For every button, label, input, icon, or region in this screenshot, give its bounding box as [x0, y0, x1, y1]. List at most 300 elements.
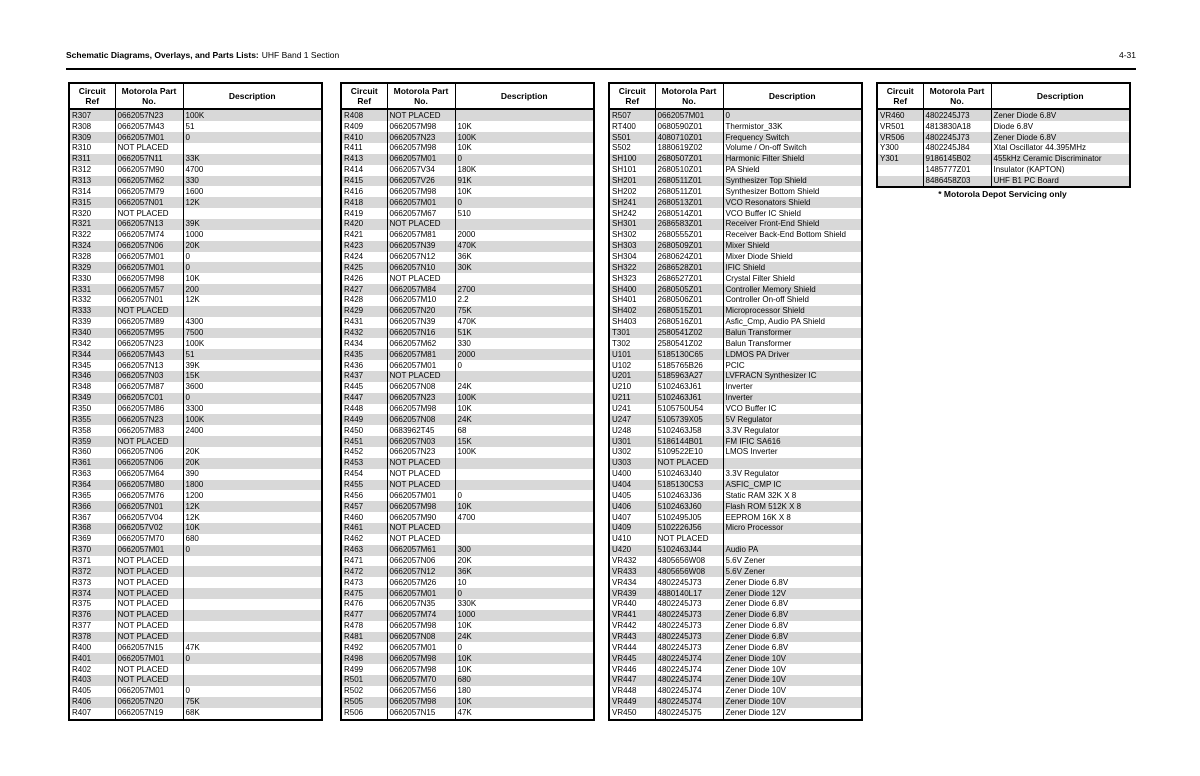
cell-part-no: 0662057N01: [115, 197, 183, 208]
cell-description: 180: [455, 686, 594, 697]
table-row: [69, 675, 322, 686]
cell-description: 39K: [183, 219, 322, 230]
cell-description: [455, 219, 594, 230]
column-header-circuit-ref: Circuit Ref: [69, 83, 115, 109]
page-title: [66, 50, 339, 60]
cell-description: 20K: [183, 447, 322, 458]
cell-description: 680: [455, 675, 594, 686]
cell-part-no: NOT PLACED: [387, 523, 455, 534]
cell-description: LDMOS PA Driver: [723, 349, 862, 360]
table-row: [69, 577, 322, 588]
table-row: [609, 501, 862, 512]
table-row: [69, 708, 322, 720]
cell-circuit-ref: U210: [612, 382, 632, 392]
cell-part-no: 0662057M67: [387, 208, 455, 219]
table-row: [69, 197, 322, 208]
cell-description: Zener Diode 6.8V: [723, 642, 862, 653]
cell-circuit-ref: Y300: [880, 143, 899, 153]
cell-circuit-ref: VR443: [612, 632, 637, 642]
table-row: [341, 284, 594, 295]
cell-description: 10K: [183, 273, 322, 284]
cell-part-no: 4802245J73: [655, 632, 723, 643]
table-row: [609, 176, 862, 187]
cell-description: [183, 306, 322, 317]
cell-circuit-ref: R314: [72, 186, 92, 196]
cell-part-no: 0662057N08: [387, 632, 455, 643]
cell-circuit-ref: U101: [612, 349, 632, 359]
cell-description: 2000: [455, 349, 594, 360]
table-row: [341, 675, 594, 686]
cell-part-no: 2686527Z01: [655, 273, 723, 284]
cell-description: Balun Transformer: [723, 328, 862, 339]
cell-circuit-ref: R310: [72, 143, 92, 153]
table-row: [341, 328, 594, 339]
cell-circuit-ref: R370: [72, 545, 92, 555]
table-row: [609, 306, 862, 317]
table-row: [341, 393, 594, 404]
table-row: [609, 621, 862, 632]
cell-part-no: 0662057M62: [387, 338, 455, 349]
cell-circuit-ref: R432: [344, 327, 364, 337]
cell-description: 0: [455, 490, 594, 501]
table-header: [609, 83, 862, 109]
cell-circuit-ref: R429: [344, 306, 364, 316]
cell-circuit-ref: R419: [344, 208, 364, 218]
cell-description: 390: [183, 469, 322, 480]
cell-part-no: 5105750U54: [655, 404, 723, 415]
cell-part-no: 0662057N06: [115, 447, 183, 458]
table-body: [69, 109, 322, 719]
table-row: [69, 588, 322, 599]
table-row: [341, 252, 594, 263]
cell-circuit-ref: SH202: [612, 186, 637, 196]
cell-description: 1200: [183, 490, 322, 501]
cell-circuit-ref: R321: [72, 219, 92, 229]
table-row: [341, 447, 594, 458]
cell-circuit-ref: VR440: [612, 599, 637, 609]
cell-part-no: 0662057M86: [115, 404, 183, 415]
table-row: [609, 523, 862, 534]
parts-table-1: [68, 82, 323, 721]
cell-description: [455, 371, 594, 382]
table-row: [341, 632, 594, 643]
cell-part-no: 0662057M01: [115, 545, 183, 556]
table-row: [609, 545, 862, 556]
cell-circuit-ref: S502: [612, 143, 631, 153]
cell-part-no: 0662057N03: [115, 371, 183, 382]
cell-part-no: 4805656W08: [655, 556, 723, 567]
cell-circuit-ref: R452: [344, 447, 364, 457]
cell-description: 75K: [183, 697, 322, 708]
cell-circuit-ref: R344: [72, 349, 92, 359]
cell-description: 2400: [183, 425, 322, 436]
table-row: [69, 241, 322, 252]
cell-circuit-ref: U303: [612, 458, 632, 468]
cell-part-no: 0662057M81: [387, 230, 455, 241]
cell-description: 3.3V Regulator: [723, 469, 862, 480]
table-row: [69, 208, 322, 219]
table-row: [69, 121, 322, 132]
cell-circuit-ref: SH242: [612, 208, 637, 218]
cell-part-no: 0662057N08: [387, 382, 455, 393]
cell-circuit-ref: SH402: [612, 306, 637, 316]
table-body: [341, 109, 594, 719]
cell-circuit-ref: R428: [344, 295, 364, 305]
table-row: [609, 197, 862, 208]
table-row: [609, 480, 862, 491]
table-row: [609, 512, 862, 523]
cell-part-no: 0662057M90: [387, 512, 455, 523]
cell-part-no: NOT PLACED: [115, 143, 183, 154]
cell-circuit-ref: R435: [344, 349, 364, 359]
cell-description: 0: [183, 545, 322, 556]
cell-description: Zener Diode 6.8V: [991, 132, 1130, 143]
cell-part-no: 1880619Z02: [655, 143, 723, 154]
cell-part-no: NOT PLACED: [115, 675, 183, 686]
table-row: [609, 632, 862, 643]
table-row: [341, 642, 594, 653]
cell-description: 1000: [183, 230, 322, 241]
cell-part-no: 4813830A18: [923, 121, 991, 132]
table-row: [69, 132, 322, 143]
cell-description: [455, 523, 594, 534]
cell-description: 24K: [455, 414, 594, 425]
cell-part-no: NOT PLACED: [115, 208, 183, 219]
cell-part-no: 2580541Z02: [655, 328, 723, 339]
cell-description: Insulator (KAPTON): [991, 165, 1130, 176]
cell-description: [455, 469, 594, 480]
table-row: [609, 328, 862, 339]
table-row: [609, 262, 862, 273]
cell-part-no: 0662057N39: [387, 317, 455, 328]
cell-part-no: 0662057M83: [115, 425, 183, 436]
cell-circuit-ref: R427: [344, 284, 364, 294]
table-row: [341, 219, 594, 230]
cell-description: Flash ROM 512K X 8: [723, 501, 862, 512]
cell-circuit-ref: U302: [612, 447, 632, 457]
cell-description: Zener Diode 10V: [723, 675, 862, 686]
cell-description: Zener Diode 10V: [723, 686, 862, 697]
cell-description: Zener Diode 6.8V: [723, 599, 862, 610]
table-row: [341, 109, 594, 121]
table-row: [69, 317, 322, 328]
cell-part-no: 0662057N01: [115, 501, 183, 512]
cell-description: PA Shield: [723, 165, 862, 176]
cell-part-no: NOT PLACED: [387, 480, 455, 491]
cell-part-no: 4802245J73: [655, 642, 723, 653]
cell-circuit-ref: R475: [344, 588, 364, 598]
cell-circuit-ref: R374: [72, 588, 92, 598]
table-row: [609, 458, 862, 469]
cell-circuit-ref: SH303: [612, 241, 637, 251]
column-header-circuit-ref: Circuit Ref: [877, 83, 923, 109]
cell-part-no: 4802245J73: [655, 599, 723, 610]
cell-part-no: 5109522E10: [655, 447, 723, 458]
table-row: [609, 414, 862, 425]
cell-part-no: 0662057V02: [115, 523, 183, 534]
table-row: [341, 338, 594, 349]
cell-description: 0: [455, 197, 594, 208]
table-row: [341, 317, 594, 328]
cell-circuit-ref: R339: [72, 317, 92, 327]
cell-part-no: 0662057N16: [387, 328, 455, 339]
table-row: [341, 273, 594, 284]
cell-part-no: 0662057M43: [115, 349, 183, 360]
cell-description: 51: [183, 121, 322, 132]
cell-circuit-ref: R437: [344, 371, 364, 381]
cell-circuit-ref: U406: [612, 501, 632, 511]
table-row: [609, 284, 862, 295]
cell-part-no: NOT PLACED: [115, 610, 183, 621]
cell-part-no: 0662057M01: [387, 588, 455, 599]
cell-circuit-ref: SH301: [612, 219, 637, 229]
cell-part-no: 0662057M70: [387, 675, 455, 686]
cell-part-no: 0662057M98: [387, 501, 455, 512]
table-row: [341, 556, 594, 567]
cell-part-no: 8486458Z03: [923, 176, 991, 188]
cell-part-no: 0662057M01: [115, 653, 183, 664]
cell-part-no: 0662057M01: [387, 197, 455, 208]
cell-part-no: 5102463J36: [655, 490, 723, 501]
cell-circuit-ref: R476: [344, 599, 364, 609]
cell-description: 10K: [455, 121, 594, 132]
cell-description: LMOS Inverter: [723, 447, 862, 458]
table-row: [69, 458, 322, 469]
table-row: [69, 284, 322, 295]
table-row: [341, 132, 594, 143]
table-row: [341, 414, 594, 425]
cell-circuit-ref: VR444: [612, 642, 637, 652]
cell-description: 100K: [455, 447, 594, 458]
cell-circuit-ref: U201: [612, 371, 632, 381]
cell-description: 10K: [455, 501, 594, 512]
cell-part-no: 0662057M81: [387, 349, 455, 360]
cell-part-no: 4802245J73: [923, 132, 991, 143]
table-row: [341, 425, 594, 436]
cell-description: 10K: [455, 404, 594, 415]
table-row: [69, 295, 322, 306]
cell-part-no: 1485777Z01: [923, 165, 991, 176]
cell-part-no: 5185130C53: [655, 480, 723, 491]
cell-description: [183, 675, 322, 686]
table-row: [609, 436, 862, 447]
cell-circuit-ref: R445: [344, 382, 364, 392]
cell-circuit-ref: R408: [344, 110, 364, 120]
cell-description: 0: [455, 642, 594, 653]
cell-circuit-ref: R478: [344, 621, 364, 631]
cell-description: Mixer Shield: [723, 241, 862, 252]
table-row: [609, 252, 862, 263]
table-row: [609, 708, 862, 720]
cell-part-no: 0662057M62: [115, 176, 183, 187]
table-row: [69, 469, 322, 480]
table-row: [341, 599, 594, 610]
cell-circuit-ref: R451: [344, 436, 364, 446]
table-row: [609, 208, 862, 219]
column-header-description: Description: [991, 83, 1130, 109]
table-row: [69, 512, 322, 523]
cell-description: 24K: [455, 382, 594, 393]
cell-part-no: 2680624Z01: [655, 252, 723, 263]
cell-part-no: 4080710Z01: [655, 132, 723, 143]
table-row: [341, 545, 594, 556]
table-row: [609, 404, 862, 415]
cell-part-no: NOT PLACED: [115, 664, 183, 675]
table-row: [877, 176, 1130, 188]
cell-part-no: 4802245J74: [655, 675, 723, 686]
cell-circuit-ref: R367: [72, 512, 92, 522]
cell-circuit-ref: T302: [612, 338, 631, 348]
cell-part-no: 0662057M95: [115, 328, 183, 339]
cell-description: Zener Diode 12V: [723, 588, 862, 599]
cell-part-no: 2680511Z01: [655, 186, 723, 197]
cell-part-no: 0662057V26: [387, 176, 455, 187]
cell-part-no: 0662057C01: [115, 393, 183, 404]
cell-circuit-ref: S501: [612, 132, 631, 142]
cell-part-no: 4880140L17: [655, 588, 723, 599]
cell-part-no: 5102463J61: [655, 393, 723, 404]
table-row: [341, 295, 594, 306]
cell-circuit-ref: R492: [344, 642, 364, 652]
cell-part-no: 0662057M01: [115, 132, 183, 143]
table-row: [609, 360, 862, 371]
cell-description: 91K: [455, 176, 594, 187]
cell-description: [183, 556, 322, 567]
table-row: [69, 154, 322, 165]
cell-description: 100K: [455, 132, 594, 143]
cell-description: 4700: [455, 512, 594, 523]
cell-circuit-ref: R463: [344, 545, 364, 555]
cell-circuit-ref: R333: [72, 306, 92, 316]
cell-description: 10K: [455, 186, 594, 197]
cell-circuit-ref: R348: [72, 382, 92, 392]
cell-part-no: NOT PLACED: [115, 599, 183, 610]
cell-part-no: 0662057M76: [115, 490, 183, 501]
table-header: [69, 83, 322, 109]
cell-description: 0: [183, 653, 322, 664]
table-row: [877, 121, 1130, 132]
cell-description: 12K: [183, 197, 322, 208]
cell-circuit-ref: VR448: [612, 686, 637, 696]
table-row: [341, 534, 594, 545]
cell-part-no: 0662057M87: [115, 382, 183, 393]
cell-part-no: 5102463J58: [655, 425, 723, 436]
cell-description: PCIC: [723, 360, 862, 371]
cell-circuit-ref: R501: [344, 675, 364, 685]
cell-part-no: 0662057N01: [115, 295, 183, 306]
cell-part-no: 0662057N23: [387, 132, 455, 143]
cell-description: Receiver Back-End Bottom Shield: [723, 230, 862, 241]
table-row: [69, 425, 322, 436]
cell-part-no: 5185963A27: [655, 371, 723, 382]
table-row: [341, 480, 594, 491]
cell-part-no: 0662057M01: [115, 262, 183, 273]
column-header-description: Description: [183, 83, 322, 109]
column-header-circuit-ref: Circuit Ref: [609, 83, 655, 109]
table-row: [341, 664, 594, 675]
table-row: [69, 480, 322, 491]
cell-circuit-ref: VR501: [880, 121, 905, 131]
column-header-part-no: Motorola Part No.: [387, 83, 455, 109]
cell-part-no: 0662057N12: [387, 252, 455, 263]
cell-part-no: 0662057M01: [387, 154, 455, 165]
cell-circuit-ref: R405: [72, 686, 92, 696]
cell-circuit-ref: R360: [72, 447, 92, 457]
cell-part-no: 5102463J44: [655, 545, 723, 556]
cell-circuit-ref: U405: [612, 490, 632, 500]
cell-circuit-ref: R345: [72, 360, 92, 370]
cell-description: EEPROM 16K X 8: [723, 512, 862, 523]
cell-description: 3600: [183, 382, 322, 393]
cell-part-no: 0662057M01: [115, 252, 183, 263]
cell-circuit-ref: R331: [72, 284, 92, 294]
table-row: [609, 273, 862, 284]
cell-circuit-ref: SH403: [612, 317, 637, 327]
table-row: [341, 512, 594, 523]
cell-part-no: 2680506Z01: [655, 295, 723, 306]
table-row: [69, 143, 322, 154]
cell-circuit-ref: SH322: [612, 262, 637, 272]
cell-circuit-ref: VR439: [612, 588, 637, 598]
cell-description: 0: [455, 588, 594, 599]
table-row: [609, 121, 862, 132]
depot-footnote: * Motorola Depot Servicing only: [938, 189, 1067, 199]
cell-circuit-ref: R371: [72, 556, 92, 566]
cell-circuit-ref: R431: [344, 317, 364, 327]
cell-circuit-ref: R375: [72, 599, 92, 609]
table-row: [69, 599, 322, 610]
table-row: [69, 447, 322, 458]
table-row: [341, 349, 594, 360]
cell-description: [183, 632, 322, 643]
table-row: [341, 610, 594, 621]
cell-part-no: 0662057N06: [387, 556, 455, 567]
table-row: [877, 143, 1130, 154]
table-row: [69, 109, 322, 121]
cell-part-no: 4802245J74: [655, 653, 723, 664]
cell-description: 2700: [455, 284, 594, 295]
column-header-description: Description: [723, 83, 862, 109]
cell-description: Zener Diode 6.8V: [723, 610, 862, 621]
table-row: [69, 252, 322, 263]
cell-part-no: 4802245J73: [655, 621, 723, 632]
cell-part-no: 5102226J56: [655, 523, 723, 534]
table-row: [341, 490, 594, 501]
cell-description: [723, 534, 862, 545]
table-row: [69, 653, 322, 664]
cell-circuit-ref: R460: [344, 512, 364, 522]
cell-description: Diode 6.8V: [991, 121, 1130, 132]
table-row: [609, 686, 862, 697]
cell-description: 68K: [183, 708, 322, 720]
cell-circuit-ref: [877, 176, 923, 188]
table-row: [341, 154, 594, 165]
cell-description: 100K: [183, 414, 322, 425]
cell-part-no: 0662057N03: [387, 436, 455, 447]
cell-part-no: 2580541Z02: [655, 338, 723, 349]
cell-description: 470K: [455, 317, 594, 328]
cell-description: 33K: [183, 154, 322, 165]
cell-part-no: NOT PLACED: [115, 621, 183, 632]
cell-circuit-ref: R307: [72, 110, 92, 120]
table-row: [609, 653, 862, 664]
table-header: [341, 83, 594, 109]
cell-circuit-ref: RT400: [612, 121, 636, 131]
cell-circuit-ref: SH101: [612, 165, 637, 175]
cell-part-no: 4802245J84: [923, 143, 991, 154]
table-row: [609, 317, 862, 328]
cell-part-no: 0662057M56: [387, 686, 455, 697]
